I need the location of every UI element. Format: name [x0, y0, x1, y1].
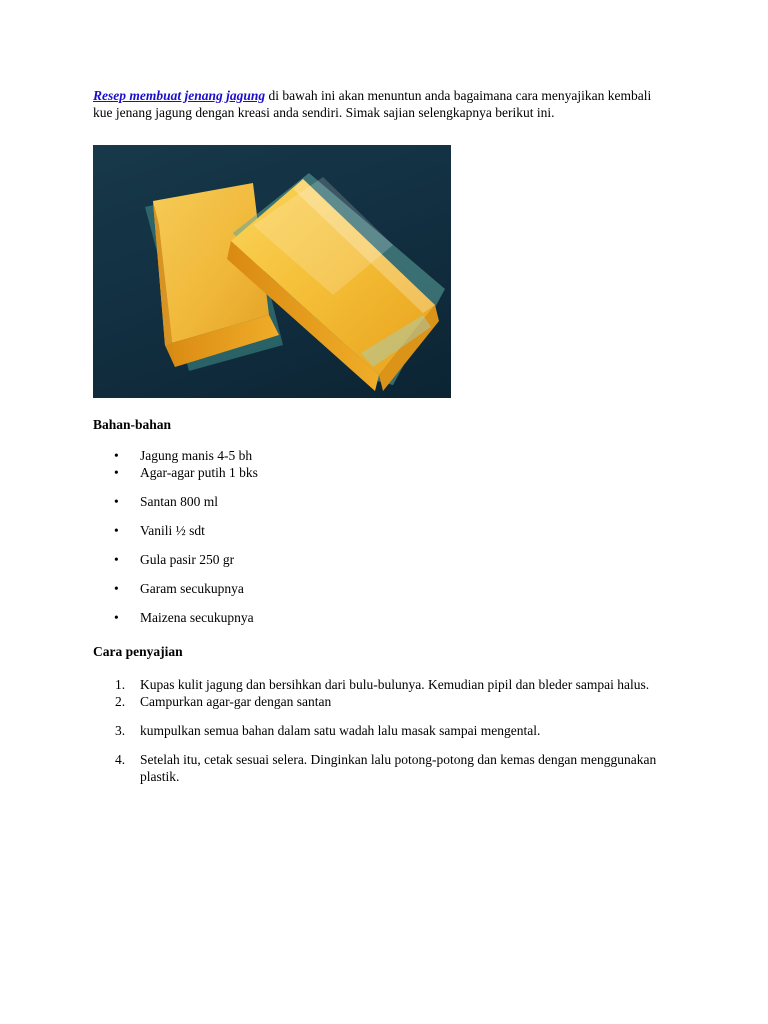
step-text: Campurkan agar-gar dengan santan — [140, 694, 332, 709]
list-item — [93, 580, 663, 597]
ingredients-heading: Bahan-bahan — [93, 417, 172, 432]
list-item — [93, 447, 663, 464]
steps-heading: Cara penyajian — [93, 644, 183, 659]
ingredient-text: Gula pasir 250 gr — [140, 552, 235, 567]
recipe-link[interactable]: Resep membuat jenang jagung — [93, 88, 266, 103]
ingredient-text: Vanili ½ sdt — [140, 523, 205, 538]
list-item — [93, 722, 663, 739]
bullet-marker: • — [114, 610, 119, 625]
ingredient-text: Santan 800 ml — [140, 494, 218, 509]
list-item — [93, 751, 663, 785]
step-text: kumpulkan semua bahan dalam satu wadah lalu masak sampai mengental. — [140, 723, 541, 738]
ingredient-text: Jagung manis 4-5 bh — [140, 448, 253, 463]
step-text: Kupas kulit jagung dan bersihkan dari bulu-bulunya. Kemudian pipil dan bleder sampai halus. — [140, 677, 650, 692]
right-jenang-package — [227, 173, 445, 391]
ingredient-text: Garam secukupnya — [140, 581, 244, 596]
intro-text: di bawah ini akan menuntun anda bagaimana cara menyajikan kembali kue jenang jagung dengan kreasi anda sendiri. Simak sajian selengkapnya berikut ini. — [93, 88, 652, 120]
list-item — [93, 551, 663, 568]
steps-list — [93, 676, 663, 785]
jenang-jagung-illustration — [93, 145, 451, 398]
step-number: 3. — [115, 723, 126, 738]
bullet-marker: • — [114, 465, 119, 480]
list-item — [93, 609, 663, 626]
ingredient-text: Maizena secukupnya — [140, 610, 254, 625]
list-item — [93, 464, 663, 481]
list-item — [93, 522, 663, 539]
ingredients-list — [93, 447, 663, 626]
bullet-marker: • — [114, 552, 119, 567]
step-number: 1. — [115, 677, 126, 692]
step-text: Setelah itu, cetak sesuai selera. Dinginkan lalu potong-potong dan kemas dengan menggunakan plastik. — [140, 752, 657, 784]
bullet-marker: • — [114, 523, 119, 538]
bullet-marker: • — [114, 448, 119, 463]
bullet-marker: • — [114, 494, 119, 509]
bullet-marker: • — [114, 581, 119, 596]
list-item — [93, 493, 663, 510]
jenang-jagung-photo — [93, 145, 451, 398]
ingredient-text: Agar-agar putih 1 bks — [140, 465, 258, 480]
list-item — [93, 693, 663, 710]
intro-paragraph — [93, 87, 663, 121]
list-item — [93, 676, 663, 693]
step-number: 4. — [115, 752, 126, 767]
step-number: 2. — [115, 694, 126, 709]
document-page — [93, 87, 663, 785]
